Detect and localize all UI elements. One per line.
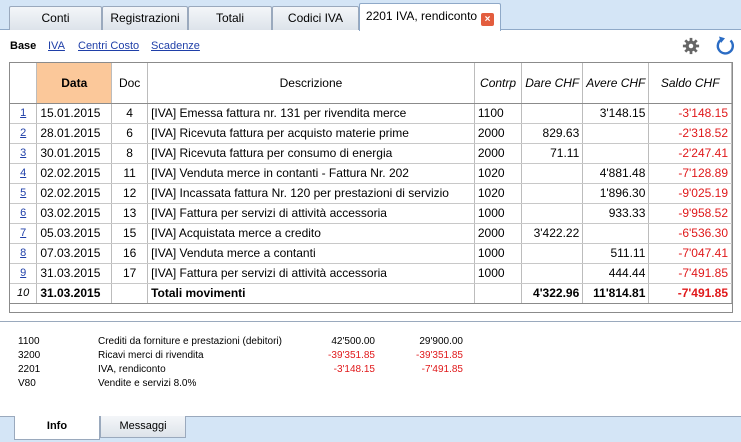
table-row[interactable]: [10, 223, 732, 243]
tab-messaggi[interactable]: [100, 416, 186, 438]
cell-descrizione[interactable]: [IVA] Fattura per servizi di attività accessoria: [148, 263, 475, 283]
movements-grid: [10, 63, 732, 304]
info-account-code: 3200: [18, 350, 41, 361]
cell-doc[interactable]: 16: [112, 243, 148, 263]
view-iva[interactable]: IVA: [48, 40, 65, 52]
tab-registrazioni[interactable]: [102, 6, 188, 30]
cell-doc: [112, 283, 148, 303]
column-header-dare[interactable]: Dare CHF: [522, 63, 583, 103]
column-header-data[interactable]: Data: [37, 63, 112, 103]
cell-saldo: -2'247.41: [649, 143, 732, 163]
table-row[interactable]: [10, 183, 732, 203]
cell-avere[interactable]: 933.33: [583, 203, 649, 223]
cell-descrizione[interactable]: [IVA] Acquistata merce a credito: [148, 223, 475, 243]
info-row: [0, 348, 741, 363]
cell-dare[interactable]: 3'422.22: [522, 223, 583, 243]
refresh-icon[interactable]: [715, 35, 737, 57]
cell-data[interactable]: 03.02.2015: [37, 203, 112, 223]
cell-avere-total: 11'814.81: [583, 283, 649, 303]
cell-contrp[interactable]: 2000: [474, 223, 521, 243]
cell-doc[interactable]: 11: [112, 163, 148, 183]
tab-info-label: Info: [46, 420, 68, 432]
cell-contrp[interactable]: 1100: [474, 103, 521, 123]
cell-descrizione[interactable]: [IVA] Fattura per servizi di attività accessoria: [148, 203, 475, 223]
info-row: [0, 362, 741, 377]
cell-contrp[interactable]: 2000: [474, 143, 521, 163]
cell-saldo: -9'958.52: [649, 203, 732, 223]
cell-saldo-total: -7'491.85: [649, 283, 732, 303]
row-number: 10: [10, 283, 37, 303]
cell-doc[interactable]: 12: [112, 183, 148, 203]
cell-doc[interactable]: 6: [112, 123, 148, 143]
table-row[interactable]: [10, 123, 732, 143]
registrazioni-table: [9, 62, 733, 313]
tab-codici-iva[interactable]: [272, 6, 359, 30]
tab-conti-label: Conti: [41, 11, 70, 25]
tab-2201-iva-rendiconto[interactable]: [359, 3, 501, 31]
cell-descrizione[interactable]: [IVA] Venduta merce a contanti: [148, 243, 475, 263]
cell-data[interactable]: 28.01.2015: [37, 123, 112, 143]
tab-totali[interactable]: [188, 6, 272, 30]
cell-descrizione[interactable]: [IVA] Emessa fattura nr. 131 per rivendita merce: [148, 103, 475, 123]
cell-contrp: [474, 283, 521, 303]
gear-icon[interactable]: [682, 37, 700, 55]
cell-data[interactable]: 15.01.2015: [37, 103, 112, 123]
view-scadenze[interactable]: Scadenze: [151, 40, 200, 52]
view-base[interactable]: Base: [10, 40, 37, 52]
cell-doc[interactable]: 17: [112, 263, 148, 283]
info-account-desc: IVA, rendiconto: [98, 364, 166, 375]
cell-avere[interactable]: [583, 123, 649, 143]
cell-avere[interactable]: 1'896.30: [583, 183, 649, 203]
row-number[interactable]: 2: [10, 123, 37, 143]
cell-saldo: -2'318.52: [649, 123, 732, 143]
info-account-desc: Crediti da forniture e prestazioni (debitori): [98, 336, 282, 347]
cell-doc[interactable]: 4: [112, 103, 148, 123]
close-tab-icon[interactable]: ×: [481, 13, 494, 26]
cell-saldo: -7'047.41: [649, 243, 732, 263]
info-value-2: -7'491.85: [421, 364, 463, 375]
cell-doc[interactable]: 13: [112, 203, 148, 223]
bottom-tab-bar: [0, 416, 741, 442]
info-account-code: 2201: [18, 364, 41, 375]
row-number[interactable]: 5: [10, 183, 37, 203]
info-account-desc: Vendite e servizi 8.0%: [98, 378, 197, 389]
row-number[interactable]: 3: [10, 143, 37, 163]
cell-avere[interactable]: 4'881.48: [583, 163, 649, 183]
cell-doc[interactable]: 8: [112, 143, 148, 163]
row-number[interactable]: 6: [10, 203, 37, 223]
cell-data[interactable]: 30.01.2015: [37, 143, 112, 163]
info-account-code: 1100: [18, 336, 40, 347]
info-value-2: -39'351.85: [416, 350, 463, 361]
cell-dare[interactable]: 829.63: [522, 123, 583, 143]
cell-dare[interactable]: [522, 203, 583, 223]
cell-contrp[interactable]: 2000: [474, 123, 521, 143]
tab-messaggi-label: Messaggi: [119, 420, 167, 432]
tab-2201-label: 2201 IVA, rendiconto: [365, 9, 478, 23]
table-row[interactable]: [10, 263, 732, 283]
info-row: [0, 376, 741, 391]
cell-avere[interactable]: 511.11: [583, 243, 649, 263]
cell-contrp[interactable]: 1000: [474, 243, 521, 263]
cell-dare[interactable]: [522, 243, 583, 263]
cell-descrizione[interactable]: [IVA] Ricevuta fattura per consumo di energia: [148, 143, 475, 163]
cell-dare[interactable]: [522, 163, 583, 183]
tab-codici-iva-label: Codici IVA: [287, 11, 344, 25]
cell-descrizione[interactable]: [IVA] Incassata fattura Nr. 120 per prestazioni di servizio: [148, 183, 475, 203]
cell-doc[interactable]: 15: [112, 223, 148, 243]
table-row[interactable]: [10, 143, 732, 163]
cell-data[interactable]: 02.02.2015: [37, 163, 112, 183]
cell-contrp[interactable]: 1000: [474, 263, 521, 283]
table-row[interactable]: [10, 103, 732, 123]
column-header-descrizione[interactable]: Descrizione: [148, 63, 475, 103]
cell-data[interactable]: 31.03.2015: [37, 263, 112, 283]
row-number[interactable]: 8: [10, 243, 37, 263]
cell-dare[interactable]: [522, 103, 583, 123]
info-panel: [0, 321, 741, 417]
cell-contrp[interactable]: 1020: [474, 183, 521, 203]
cell-descrizione: Totali movimenti: [148, 283, 475, 303]
cell-data[interactable]: 07.03.2015: [37, 243, 112, 263]
cell-contrp[interactable]: 1020: [474, 163, 521, 183]
table-header-row: [10, 63, 732, 103]
table-row[interactable]: [10, 243, 732, 263]
cell-avere[interactable]: [583, 143, 649, 163]
info-row: [0, 334, 741, 349]
tab-info[interactable]: [14, 416, 100, 440]
cell-descrizione[interactable]: [IVA] Ricevuta fattura per acquisto materie prime: [148, 123, 475, 143]
column-header-contrp[interactable]: Contrp: [474, 63, 521, 103]
tab-totali-label: Totali: [215, 11, 244, 25]
row-number[interactable]: 4: [10, 163, 37, 183]
cell-data: 31.03.2015: [37, 283, 112, 303]
view-centri-costo[interactable]: Centri Costo: [78, 40, 140, 52]
info-account-code: V80: [18, 378, 36, 389]
row-number[interactable]: 7: [10, 223, 37, 243]
cell-avere[interactable]: [583, 223, 649, 243]
row-number[interactable]: 9: [10, 263, 37, 283]
top-tab-bar: [0, 0, 741, 30]
cell-dare-total: 4'322.96: [522, 283, 583, 303]
cell-data[interactable]: 02.02.2015: [37, 183, 112, 203]
cell-data[interactable]: 05.03.2015: [37, 223, 112, 243]
table-row[interactable]: [10, 203, 732, 223]
column-header-avere[interactable]: Avere CHF: [583, 63, 649, 103]
cell-contrp[interactable]: 1000: [474, 203, 521, 223]
cell-dare[interactable]: [522, 183, 583, 203]
cell-dare[interactable]: 71.11: [522, 143, 583, 163]
cell-avere[interactable]: 444.44: [583, 263, 649, 283]
cell-descrizione[interactable]: [IVA] Venduta merce in contanti - Fattura Nr. 202: [148, 163, 475, 183]
row-number-header: [10, 63, 37, 103]
cell-saldo: -6'536.30: [649, 223, 732, 243]
info-account-desc: Ricavi merci di rivendita: [98, 350, 204, 361]
column-header-doc[interactable]: Doc: [112, 63, 148, 103]
tab-registrazioni-label: Registrazioni: [110, 11, 180, 25]
info-value-1: -39'351.85: [328, 350, 375, 361]
cell-saldo: -7'128.89: [649, 163, 732, 183]
info-value-1: 42'500.00: [331, 336, 375, 347]
table-row[interactable]: [10, 163, 732, 183]
column-header-saldo[interactable]: Saldo CHF: [649, 63, 732, 103]
info-value-1: -3'148.15: [333, 364, 375, 375]
row-number[interactable]: 1: [10, 103, 37, 123]
tab-conti[interactable]: [9, 6, 102, 30]
cell-avere[interactable]: 3'148.15: [583, 103, 649, 123]
totals-row: [10, 283, 732, 303]
cell-saldo: -9'025.19: [649, 183, 732, 203]
cell-dare[interactable]: [522, 263, 583, 283]
cell-saldo: -7'491.85: [649, 263, 732, 283]
cell-saldo: -3'148.15: [649, 103, 732, 123]
info-value-2: 29'900.00: [419, 336, 463, 347]
view-bar: [0, 31, 741, 61]
